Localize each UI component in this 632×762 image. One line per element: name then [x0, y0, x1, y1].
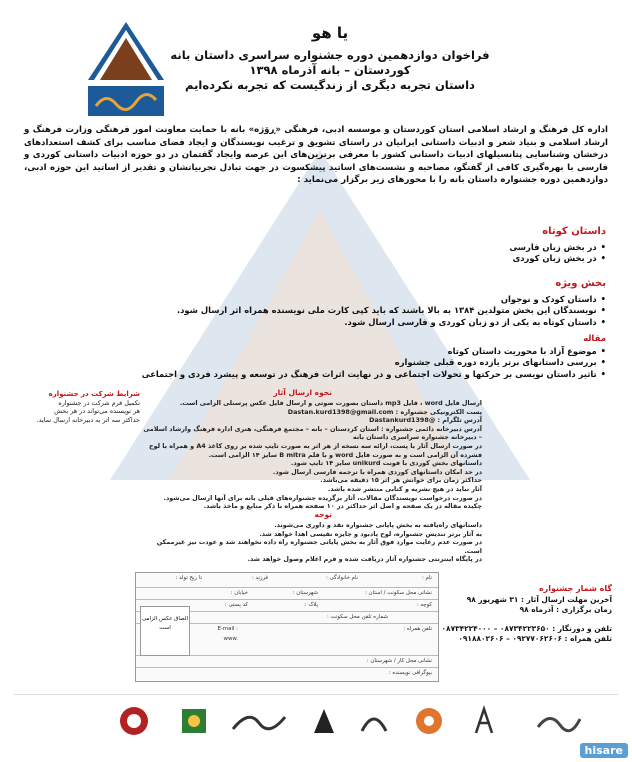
form-address-label: نشانی محل سکونت / استان :	[365, 590, 432, 596]
note-line: در صورت عدم رعایت موارد فوق آثار به بخش پایانی جشنواره راه داده نخواهند شد و عودت نیز غیرممکن است.	[156, 538, 482, 555]
note-line: داستانهای راه‌یافته به بخش پایانی جشنواره نقد و داوری می‌شوند.	[274, 521, 482, 529]
list-item: • داستان کوتاه به یکی از دو زبان کوردی و فارسی ارسال شود.	[60, 317, 606, 328]
conditions-line: تکمیل فرم شرکت در جشنواره	[58, 398, 140, 407]
list-item: • در بخش زبان فارسی	[150, 242, 606, 253]
conditions-line: هر نویسنده می‌تواند در هر بخش	[54, 407, 140, 416]
watermark-text: hisare	[580, 743, 628, 758]
list-item: • نویسندگان این بخش متولدین ۱۳۸۴ به بالا باشند که باید کپی کارت ملی نویسنده همراه اثر ارسال شود.	[60, 305, 606, 316]
location-date: کوردستان – بانه آذرماه ۱۳۹۸	[249, 63, 411, 77]
form-street-label: خیابان :	[230, 590, 248, 596]
note-line: در پایگاه اینترنتی جشنواره آثار دریافت شده و فرم اعلام وصول خواهد شد.	[247, 555, 482, 564]
sponsor-logo-icon	[304, 703, 344, 739]
form-www-label: www.	[223, 636, 238, 642]
form-row	[136, 667, 438, 682]
sponsor-logo-icon	[354, 703, 394, 739]
title-block	[150, 24, 510, 93]
submission-heading: نحوه ارسال آثار	[273, 388, 332, 397]
article-heading: مقاله	[583, 334, 606, 344]
short-story-heading: داستان کوتاه	[542, 226, 606, 237]
submission-line: پست الکترونیکی جشنواره : Dastan.kurd1398@gmail.com	[287, 407, 482, 416]
slogan: داستان تجربه دیگری از زندگیست که تجربه نکرده‌ایم	[185, 78, 475, 92]
sponsor-logo-icon	[464, 703, 504, 739]
form-mobile-label: تلفن همراه :	[403, 626, 432, 632]
schedule-heading: گاه شمار جشنواره	[538, 584, 612, 593]
sponsor-logo-icon	[174, 703, 214, 739]
form-name-label: نام :	[421, 575, 432, 581]
submission-line: در حد امکان داستانهای کوردی همراه با ترجمه فارسی ارسال شود.	[272, 467, 482, 476]
submission-line: آدرس تلگرام : @Dastankurd1398	[369, 416, 482, 425]
intro-paragraph: اداره کل فرهنگ و ارشاد اسلامی استان کوردستان و موسسه ادبی، فرهنگی «ڕۆژە» بانه با حمایت معاونت امور فرهنگی وزارت فرهنگ و ارشاد اسلامی و بنیاد شعر و ادبیات داستانی ایرانیان در راستای تشویق و ترغیب نویسندگان و ایجاد فضای مناسب برای کشف استعدادهای درخشان وشناسایی پتانسیلهای ادبیات داستانی کشور با معرفی برترین‌های این عرصه وایجاد گفتمان در دو حوزه ادبیات داستانی کوردی و فارسی با بهره‌گیری کافی از گفتگو، مصاحبه و نشست‌های اساتید پیشکسوت در جهت تبادل تجربیاتشان و تقدیر از اساتید این حوزه ادبی، دوازدهمین دوره جشنواره داستان بانه را با محورهای زیر برگزار می‌نماید :	[24, 125, 608, 186]
submission-line: داستانهای بخش کوردی با فونت unikurd سایز ۱۴ تایپ شود.	[290, 459, 482, 468]
list-item: • داستان کودک و نوجوان	[60, 294, 606, 305]
mobile-phone: تلفن همراه : ۰۹۲۷۷۰۶۲۶۰۶ – ۰۹۱۸۸۰۲۶۰۶	[458, 634, 612, 644]
note-line: به آثار برتر تندیس جشنواره، لوح یادبود و جایزه نفیسی اهدا خواهد شد.	[259, 529, 482, 538]
form-birth-label: تا ریخ تولد :	[175, 575, 202, 581]
submission-line: آثار نباید در هیچ نشریه و کتابی منتشر شده باشد.	[327, 484, 482, 493]
list-item: • در بخش زبان کوردی	[150, 253, 606, 264]
photo-placeholder: الصاق عکس الزامی است	[140, 606, 190, 656]
submission-line: چکیده مقاله در یک صفحه و اصل اثر حداکثر در ۱۰ صفحه همراه با ذکر منابع و ماخذ باشد.	[203, 502, 482, 511]
notes-heading: توجه	[314, 510, 332, 519]
deadline: آخرین مهلت ارسال آثار : ۳۱ شهریور ۹۸	[466, 594, 612, 604]
special-list	[60, 294, 606, 328]
form-email-label: E-mail :	[217, 626, 238, 632]
form-row	[136, 573, 438, 587]
list-item: • بررسی داستانهای برتر یازده دوره قبلی جشنواره	[60, 357, 606, 368]
form-bio-label: بیوگرافی نویسنده :	[388, 670, 432, 676]
ya-hu-heading: یا هو	[311, 24, 349, 42]
list-item: • تاثیر داستان نویسی بر حرکتها و تحولات اجتماعی و در نهایت اثرات فرهنگ در توسعه و پیشرد فردی و اجتماعی	[60, 369, 606, 380]
submission-line: آدرس دبیرخانه دائمی جشنواره : استان کردستان – بانه – مجتمع فرهنگی، هنری اداره فرهنگ وارشاد اسلامی – دبیرخانه جشنواره سراسری داستان بانه	[143, 424, 482, 442]
form-work-label: نشانی محل کار / شهرستان :	[366, 658, 432, 664]
form-city-label: شهرستان :	[292, 590, 318, 596]
special-heading: بخش ویژه	[555, 278, 606, 289]
form-family-label: نام خانوادگی :	[326, 575, 358, 581]
sponsor-logo-icon	[229, 703, 289, 739]
form-plaque-label: پلاک :	[304, 602, 318, 608]
conditions-heading: شرایط شرکت در جشنواره	[48, 390, 140, 398]
form-father-label: فرزند :	[251, 575, 268, 581]
short-story-list	[150, 242, 606, 265]
form-alley-label: کوچه :	[416, 602, 432, 608]
schedule-block	[432, 584, 612, 645]
event-date: زمان برگزاری : آذرماه ۹۸	[519, 605, 612, 615]
article-list	[60, 346, 606, 380]
conditions-line: حداکثر سه اثر به دبیرخانه ارسال نماید.	[36, 415, 140, 424]
submission-line: در صورت ارسال آثار با پست، ارائه سه نسخه از هر اثر به صورت تایپ شده بر روی کاغذ A4 و همراه با لوح فشرده آن الزامی است و به صورت فایل word و با قلم B mitra سایز ۱۴ الزامی است.	[149, 441, 482, 459]
list-item: • موضوع آزاد با محوریت داستان کوتاه	[60, 346, 606, 357]
sponsor-logo-icon	[114, 703, 154, 739]
sponsor-logo-icon	[409, 703, 449, 739]
form-home-phone-label: شماره تلفن محل سکونت :	[326, 614, 388, 620]
submission-block	[142, 399, 482, 511]
form-postal-label: کد پستی :	[224, 602, 248, 608]
sponsor-logos	[14, 694, 618, 747]
submission-line: در صورت درخواست نویسندگان مقالات، آثار برگزیده جشنواره‌های قبلی بانه برای آنها ارسال می‌شود.	[163, 493, 482, 502]
phone-fax: تلفن و دورنگار : ۰۸۷۳۴۲۲۳۶۵۰ – ۰۸۷۳۴۲۲۴۰۰۰	[441, 623, 612, 633]
notes-block	[142, 521, 482, 564]
sponsor-logo-icon	[534, 703, 584, 739]
conditions-block	[20, 390, 140, 424]
call-title: فراخوان دوازدهمین دوره جشنواره سراسری داستان بانه	[170, 48, 490, 62]
submission-line: ارسال فایل word ، فایل mp3 داستان بصورت صوتی و ارسال فایل عکس پرسنلی الزامی است.	[179, 399, 482, 407]
submission-line: حداکثر زمان برای خوانش هر اثر ۱۵ دقیقه می‌باشد.	[320, 476, 482, 485]
